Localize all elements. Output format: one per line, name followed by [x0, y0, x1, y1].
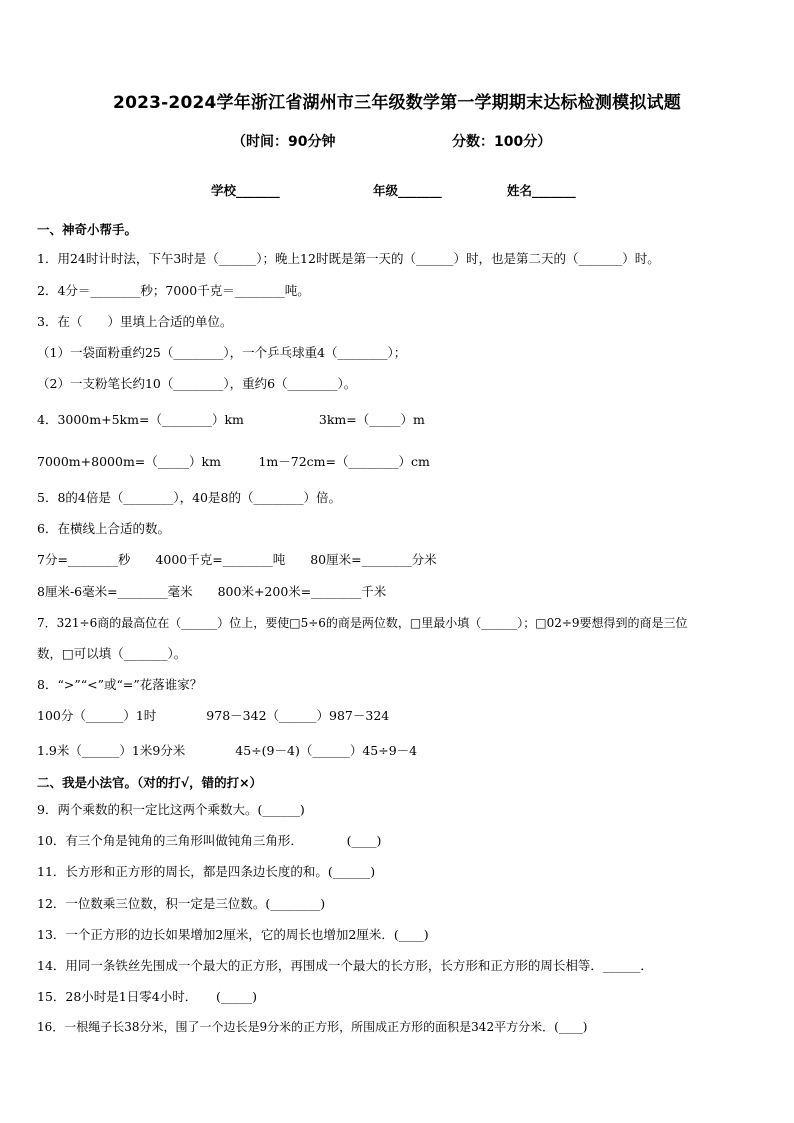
question-line: 14．用同一条铁丝先围成一个最大的正方形，再围成一个最大的长方形，长方形和正方形的周长相等．______． — [37, 958, 653, 973]
question-line: 1．用24时计时法，下午3时是（______）；晚上12时既是第一天的（______）时，也是第二天的（_______）时。 — [37, 251, 660, 266]
question-line: 1.9米（______）1米9分米 45÷(9－4)（______）45÷9－4 — [37, 743, 418, 758]
question-line: （1）一袋面粉重约25（________），一个乒乓球重4（________）； — [37, 345, 407, 360]
time-label: （时间：90分钟 — [232, 134, 336, 150]
school-field: 学校_______ — [211, 183, 280, 198]
question-line: 8．“>”“<”或“=”花落谁家？ — [37, 677, 203, 692]
question-line: 13．一个正方形的边长如果增加2厘米，它的周长也增加2厘米．(____) — [37, 927, 429, 942]
question-line: 15．28小时是1日零4小时． (_____) — [37, 989, 257, 1004]
question-line: 10．有三个角是钝角的三角形叫做钝角三角形． (____) — [37, 833, 382, 848]
question-line: 5．8的4倍是（________），40是8的（________）倍。 — [37, 490, 341, 505]
question-line: 7分=________秒 4000千克=________吨 80厘米=________分米 — [37, 552, 437, 567]
score-label: 分数：100分） — [452, 134, 552, 150]
question-line: 7．321÷6商的最高位在（______）位上，要使□5÷6的商是两位数，□里最小填（______）；□02÷9要想得到的商是三位 — [37, 616, 688, 630]
name-field: 姓名_______ — [507, 183, 576, 198]
question-line: 11．长方形和正方形的周长，都是四条边长度的和。(______) — [37, 864, 376, 879]
question-line: 数，□可以填（_______）。 — [37, 646, 187, 661]
grade-field: 年级_______ — [373, 183, 442, 198]
question-line: 16．一根绳子长38分米，围了一个边长是9分米的正方形，所围成正方形的面积是342平方分米．(____) — [37, 1020, 588, 1034]
question-line: 9．两个乘数的积一定比这两个乘数大。(______) — [37, 802, 305, 817]
question-line: 100分（______）1时 978－342（______）987－324 — [37, 708, 390, 723]
question-line: 8厘米-6毫米=________毫米 800米+200米=________千米 — [37, 584, 387, 599]
question-line: （2）一支粉笔长约10（________），重约6（________）。 — [37, 376, 357, 391]
question-line: 12．一位数乘三位数，积一定是三位数。(________) — [37, 896, 326, 911]
question-line: 6．在横线上合适的数。 — [37, 521, 170, 536]
question-line: 4．3000m+5km=（________）km 3km=（_____）m — [37, 412, 425, 427]
question-line: 7000m+8000m=（_____）km 1m－72cm=（________）cm — [37, 454, 430, 469]
exam-title: 2023-2024学年浙江省湖州市三年级数学第一学期期末达标检测模拟试题 — [113, 93, 681, 113]
question-line: 2．4分＝________秒；7000千克＝________吨。 — [37, 283, 310, 298]
question-line: 3．在（ ）里填上合适的单位。 — [37, 314, 233, 329]
section2-heading: 二、我是小法官。（对的打√，错的打×） — [37, 775, 263, 790]
section1-heading: 一、神奇小帮手。 — [37, 222, 138, 237]
